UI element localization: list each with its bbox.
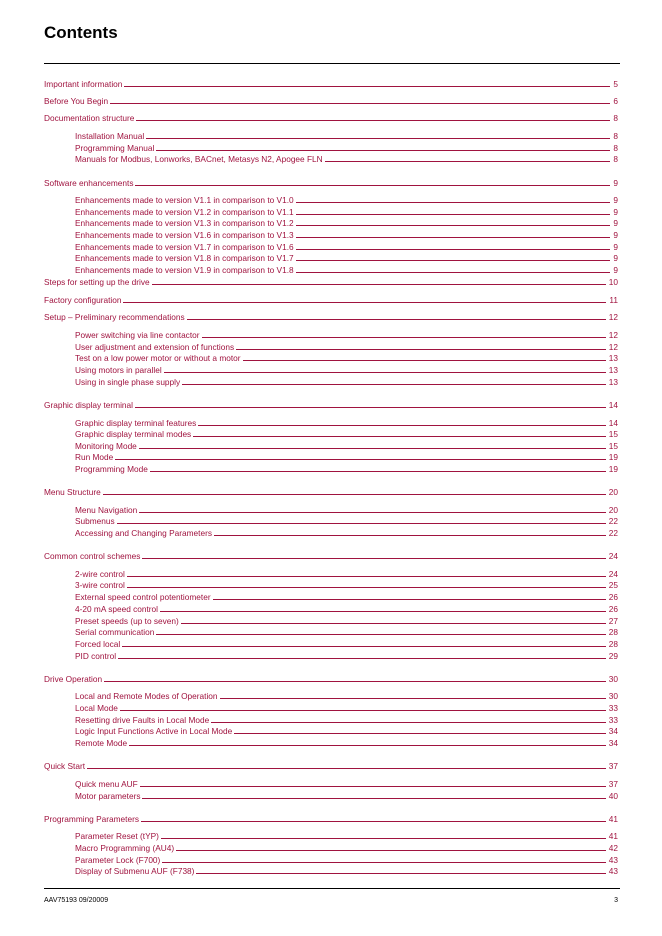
toc-entry-label: Test on a low power motor or without a motor — [75, 353, 241, 363]
toc-entry-label: Remote Mode — [75, 738, 128, 748]
toc-subsection-entry[interactable] — [75, 526, 618, 538]
toc-leader-line — [136, 120, 610, 121]
toc-section-entry[interactable] — [44, 812, 618, 824]
toc-entry-page: 30 — [608, 691, 618, 701]
toc-entry-label: Display of Submenu AUF (F738) — [75, 866, 195, 876]
toc-entry-label: Monitoring Mode — [75, 441, 137, 451]
toc-leader-line — [139, 448, 606, 449]
toc-leader-line — [135, 185, 610, 186]
toc-leader-line — [117, 523, 606, 524]
toc-entry-page: 43 — [608, 855, 618, 865]
toc-leader-line — [127, 587, 606, 588]
toc-section-entry[interactable] — [44, 111, 618, 123]
toc-subsection-entry[interactable] — [75, 129, 618, 141]
toc-subsection-entry[interactable] — [75, 251, 618, 263]
toc-leader-line — [234, 733, 605, 734]
toc-entry-label: Using motors in parallel — [75, 365, 162, 375]
toc-leader-line — [161, 838, 606, 839]
toc-entry-page: 37 — [608, 761, 618, 771]
toc-entry-label: Local and Remote Modes of Operation — [75, 691, 218, 701]
toc-entry-page: 9 — [613, 207, 618, 217]
toc-subsection-entry[interactable] — [75, 590, 618, 602]
toc-leader-line — [296, 260, 611, 261]
toc-leader-line — [152, 284, 606, 285]
toc-leader-line — [187, 319, 606, 320]
toc-entry-label: Menu Navigation — [75, 505, 138, 515]
toc-section-entry[interactable] — [44, 94, 618, 106]
toc-leader-line — [118, 658, 606, 659]
toc-entry-label: Programming Mode — [75, 464, 148, 474]
toc-leader-line — [120, 710, 606, 711]
toc-entry-page: 12 — [608, 312, 618, 322]
toc-entry-page: 9 — [613, 242, 618, 252]
toc-entry-label: Resetting drive Faults in Local Mode — [75, 715, 210, 725]
toc-entry-page: 9 — [613, 253, 618, 263]
toc-entry-page: 6 — [613, 96, 618, 106]
toc-subsection-entry[interactable] — [75, 777, 618, 789]
toc-entry-page: 14 — [608, 418, 618, 428]
toc-leader-line — [103, 494, 606, 495]
toc-entry-label: Common control schemes — [44, 551, 141, 561]
toc-entry-page: 26 — [608, 604, 618, 614]
toc-entry-page: 42 — [608, 843, 618, 853]
toc-entry-page: 24 — [608, 551, 618, 561]
toc-leader-line — [104, 681, 606, 682]
toc-entry-label: Important information — [44, 79, 123, 89]
toc-leader-line — [296, 214, 611, 215]
toc-entry-label: Forced local — [75, 639, 121, 649]
toc-section-entry[interactable] — [44, 293, 618, 305]
toc-entry-page: 19 — [608, 464, 618, 474]
toc-leader-line — [196, 873, 605, 874]
toc-entry-label: Drive Operation — [44, 674, 103, 684]
toc-leader-line — [124, 86, 610, 87]
toc-entry-label: Parameter Lock (F700) — [75, 855, 161, 865]
document-reference: AAV75193 09/20009 — [44, 897, 109, 904]
toc-entry-label: User adjustment and extension of functions — [75, 342, 235, 352]
toc-entry-label: External speed control potentiometer — [75, 592, 211, 602]
toc-entry-page: 41 — [608, 831, 618, 841]
toc-entry-label: Macro Programming (AU4) — [75, 843, 175, 853]
toc-leader-line — [296, 202, 611, 203]
toc-entry-label: 4-20 mA speed control — [75, 604, 159, 614]
toc-subsection-entry[interactable] — [75, 427, 618, 439]
toc-subsection-entry[interactable] — [75, 363, 618, 375]
toc-entry-label: 2-wire control — [75, 569, 125, 579]
toc-entry-label: Enhancements made to version V1.7 in comparison to V1.6 — [75, 242, 294, 252]
toc-leader-line — [156, 150, 610, 151]
toc-entry-page: 34 — [608, 726, 618, 736]
toc-subsection-entry[interactable] — [75, 602, 618, 614]
toc-entry-page: 19 — [608, 452, 618, 462]
toc-leader-line — [140, 786, 606, 787]
toc-entry-page: 37 — [608, 779, 618, 789]
toc-leader-line — [176, 850, 606, 851]
toc-entry-label: Steps for setting up the drive — [44, 277, 150, 287]
toc-leader-line — [162, 862, 605, 863]
toc-entry-label: Enhancements made to version V1.9 in comparison to V1.8 — [75, 265, 294, 275]
toc-entry-label: Documentation structure — [44, 113, 135, 123]
toc-entry-label: Enhancements made to version V1.2 in comparison to V1.1 — [75, 207, 294, 217]
toc-entry-label: Serial communication — [75, 627, 155, 637]
toc-section-entry[interactable] — [44, 549, 618, 561]
toc-entry-page: 9 — [613, 195, 618, 205]
toc-subsection-entry[interactable] — [75, 625, 618, 637]
toc-entry-page: 13 — [608, 377, 618, 387]
toc-subsection-entry[interactable] — [75, 375, 618, 387]
toc-entry-page: 14 — [608, 400, 618, 410]
toc-entry-label: Quick menu AUF — [75, 779, 138, 789]
toc-leader-line — [156, 634, 605, 635]
toc-entry-page: 24 — [608, 569, 618, 579]
toc-subsection-entry[interactable] — [75, 228, 618, 240]
toc-entry-page: 9 — [613, 230, 618, 240]
toc-leader-line — [202, 337, 606, 338]
toc-entry-label: Graphic display terminal modes — [75, 429, 192, 439]
toc-entry-label: Submenus — [75, 516, 115, 526]
toc-entry-label: Quick Start — [44, 761, 86, 771]
toc-subsection-entry[interactable] — [75, 841, 618, 853]
toc-entry-page: 29 — [608, 651, 618, 661]
toc-entry-page: 5 — [613, 79, 618, 89]
footer-divider — [44, 888, 620, 889]
toc-entry-page: 10 — [608, 277, 618, 287]
toc-subsection-entry[interactable] — [75, 263, 618, 275]
toc-entry-page: 22 — [608, 528, 618, 538]
toc-section-entry[interactable] — [44, 310, 618, 322]
toc-entry-page: 11 — [609, 295, 618, 305]
toc-subsection-entry[interactable] — [75, 578, 618, 590]
toc-leader-line — [110, 103, 610, 104]
toc-leader-line — [325, 161, 611, 162]
toc-entry-label: Enhancements made to version V1.3 in comparison to V1.2 — [75, 218, 294, 228]
toc-leader-line — [160, 611, 606, 612]
toc-entry-label: Software enhancements — [44, 178, 134, 188]
toc-leader-line — [115, 459, 605, 460]
toc-leader-line — [150, 471, 606, 472]
toc-leader-line — [142, 798, 605, 799]
toc-entry-page: 20 — [608, 487, 618, 497]
toc-entry-page: 8 — [613, 154, 618, 164]
toc-entry-page: 27 — [608, 616, 618, 626]
toc-subsection-entry[interactable] — [75, 152, 618, 164]
toc-leader-line — [214, 535, 606, 536]
toc-leader-line — [87, 768, 606, 769]
toc-entry-page: 41 — [608, 814, 618, 824]
toc-entry-label: Logic Input Functions Active in Local Mode — [75, 726, 233, 736]
toc-entry-label: Preset speeds (up to seven) — [75, 616, 179, 626]
toc-subsection-entry[interactable] — [75, 864, 618, 876]
toc-entry-page: 30 — [608, 674, 618, 684]
toc-subsection-entry[interactable] — [75, 701, 618, 713]
toc-entry-label: PID control — [75, 651, 117, 661]
toc-entry-label: Setup – Preliminary recommendations — [44, 312, 185, 322]
toc-entry-label: Power switching via line contactor — [75, 330, 200, 340]
toc-section-entry[interactable] — [44, 176, 618, 188]
toc-section-entry[interactable] — [44, 398, 618, 410]
toc-subsection-entry[interactable] — [75, 724, 618, 736]
toc-entry-page: 9 — [613, 218, 618, 228]
toc-entry-label: Local Mode — [75, 703, 118, 713]
toc-section-entry[interactable] — [44, 759, 618, 771]
toc-section-entry[interactable] — [44, 485, 618, 497]
toc-entry-label: Accessing and Changing Parameters — [75, 528, 212, 538]
toc-leader-line — [296, 272, 611, 273]
toc-section-entry[interactable] — [44, 77, 618, 89]
toc-subsection-entry[interactable] — [75, 462, 618, 474]
toc-entry-label: 3-wire control — [75, 580, 125, 590]
toc-entry-page: 25 — [608, 580, 618, 590]
toc-entry-label: Motor parameters — [75, 791, 141, 801]
toc-entry-label: Manuals for Modbus, Lonworks, BACnet, Metasys N2, Apogee FLN — [75, 154, 323, 164]
toc-leader-line — [146, 138, 610, 139]
toc-leader-line — [236, 349, 606, 350]
toc-entry-page: 34 — [608, 738, 618, 748]
toc-entry-label: Before You Begin — [44, 96, 109, 106]
toc-entry-page: 22 — [608, 516, 618, 526]
toc-leader-line — [182, 384, 606, 385]
toc-entry-page: 15 — [608, 441, 618, 451]
toc-subsection-entry[interactable] — [75, 789, 618, 801]
toc-entry-page: 28 — [608, 627, 618, 637]
toc-entry-label: Using in single phase supply — [75, 377, 181, 387]
toc-entry-page: 8 — [613, 143, 618, 153]
toc-entry-page: 26 — [608, 592, 618, 602]
page-number: 3 — [614, 897, 618, 904]
toc-subsection-entry[interactable] — [75, 450, 618, 462]
toc-leader-line — [211, 722, 606, 723]
toc-leader-line — [213, 599, 606, 600]
toc-entry-page: 33 — [608, 715, 618, 725]
toc-subsection-entry[interactable] — [75, 829, 618, 841]
toc-subsection-entry[interactable] — [75, 514, 618, 526]
toc-entry-page: 43 — [608, 866, 618, 876]
toc-entry-page: 9 — [613, 265, 618, 275]
toc-entry-label: Installation Manual — [75, 131, 145, 141]
toc-leader-line — [141, 821, 606, 822]
toc-subsection-entry[interactable] — [75, 649, 618, 661]
toc-subsection-entry[interactable] — [75, 216, 618, 228]
toc-leader-line — [243, 360, 606, 361]
toc-entry-page: 40 — [608, 791, 618, 801]
toc-entry-page: 12 — [608, 342, 618, 352]
toc-leader-line — [193, 436, 606, 437]
toc-entry-label: Programming Parameters — [44, 814, 139, 824]
toc-entry-label: Parameter Reset (tYP) — [75, 831, 159, 841]
toc-entry-page: 13 — [608, 353, 618, 363]
toc-entry-page: 12 — [608, 330, 618, 340]
toc-leader-line — [198, 425, 605, 426]
toc-leader-line — [296, 237, 611, 238]
toc-leader-line — [129, 745, 606, 746]
toc-entry-label: Enhancements made to version V1.8 in comparison to V1.7 — [75, 253, 294, 263]
toc-entry-page: 9 — [613, 178, 618, 188]
toc-subsection-entry[interactable] — [75, 193, 618, 205]
toc-entry-page: 8 — [613, 113, 618, 123]
toc-leader-line — [142, 558, 605, 559]
toc-entry-page: 15 — [608, 429, 618, 439]
toc-entry-label: Enhancements made to version V1.6 in comparison to V1.3 — [75, 230, 294, 240]
toc-entry-page: 20 — [608, 505, 618, 515]
toc-leader-line — [164, 372, 606, 373]
toc-leader-line — [296, 249, 611, 250]
toc-entry-label: Graphic display terminal — [44, 400, 133, 410]
toc-entry-page: 13 — [608, 365, 618, 375]
toc-entry-page: 28 — [608, 639, 618, 649]
toc-leader-line — [181, 623, 606, 624]
toc-subsection-entry[interactable] — [75, 328, 618, 340]
toc-subsection-entry[interactable] — [75, 736, 618, 748]
toc-leader-line — [296, 225, 611, 226]
page-title: Contents — [44, 23, 118, 42]
toc-entry-label: Programming Manual — [75, 143, 155, 153]
toc-section-entry[interactable] — [44, 275, 618, 287]
toc-entry-page: 33 — [608, 703, 618, 713]
toc-leader-line — [123, 302, 606, 303]
table-of-contents — [44, 0, 618, 936]
toc-leader-line — [139, 512, 606, 513]
toc-leader-line — [122, 646, 606, 647]
toc-leader-line — [127, 576, 606, 577]
toc-subsection-entry[interactable] — [75, 689, 618, 701]
toc-entry-label: Factory configuration — [44, 295, 122, 305]
toc-leader-line — [220, 698, 606, 699]
toc-entry-label: Graphic display terminal features — [75, 418, 197, 428]
toc-entry-label: Enhancements made to version V1.1 in comparison to V1.0 — [75, 195, 294, 205]
toc-subsection-entry[interactable] — [75, 637, 618, 649]
toc-entry-page: 8 — [613, 131, 618, 141]
toc-subsection-entry[interactable] — [75, 351, 618, 363]
toc-section-entry[interactable] — [44, 672, 618, 684]
page-footer — [44, 897, 618, 904]
toc-leader-line — [135, 407, 606, 408]
toc-entry-label: Run Mode — [75, 452, 114, 462]
toc-entry-label: Menu Structure — [44, 487, 101, 497]
